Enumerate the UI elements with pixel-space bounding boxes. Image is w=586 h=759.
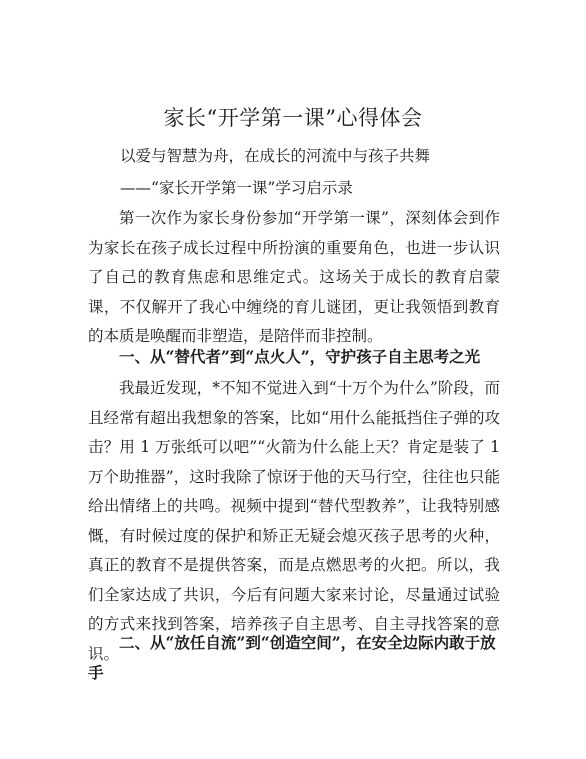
paragraph-intro: 第一次作为家长身份参加“开学第一课”，深刻体会到作为家长在孩子成长过程中所扮演的重要角色，也进一步认识了自己的教育焦虑和思维定式。这场关于成长的教育启蒙课，不仅解开了我心中缠绕的育儿谜团，更让我领悟到教育的本质是唤醒而非塑造，是陪伴而非控制。 (88, 209, 500, 345)
section-heading-2: 二、从“放任自流”到“创造空间”，在安全边际内敢于放手 (88, 633, 496, 682)
document-title: 家长“开学第一课”心得体会 (163, 106, 423, 130)
document-subsubtitle: ——“家长开学第一课”学习启示录 (120, 179, 353, 197)
paragraph-section-1: 我最近发现，*不知不觉进入到“十万个为什么”阶段，而且经常有超出我想象的答案，比如“用什么能抵挡住子弹的攻击？用 1 万张纸可以吧”“火箭为什么能上天？肯定是装了 1 万个助推器”，这时我除了惊讶于他的天马行空，往往也只能给出情绪上的共鸣。视频中提到“替代型教养”，让我特别感慨，有时候过度的保护和矫正无疑会熄灭孩子思考的火种，真正的教育不是提供答案，而是点燃思考的火把。所以，我们全家达成了共识，今后有问题大家来讨论，尽量通过试验的方式来找到答案，培养孩子自主思考、自主寻找答案的意识。 (88, 379, 500, 663)
section-heading-1: 一、从“替代者”到“点火人”，守护孩子自主思考之光 (119, 347, 481, 366)
document-subtitle: 以爱与智慧为舟，在成长的河流中与孩子共舞 (120, 147, 431, 165)
